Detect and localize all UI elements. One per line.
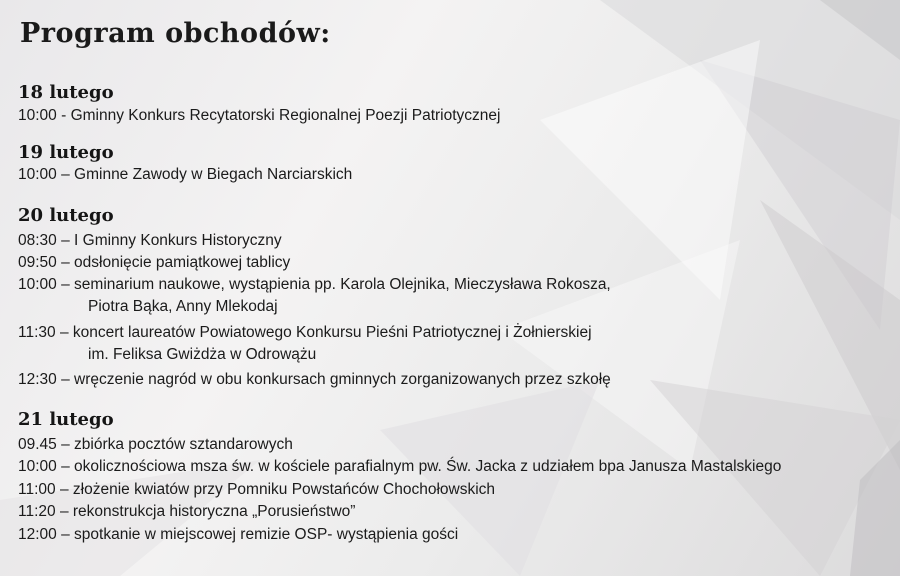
- schedule-item: [18, 252, 290, 274]
- schedule-item: [18, 524, 458, 546]
- item-text: I Gminny Konkurs Historyczny: [74, 232, 282, 249]
- schedule-item: [18, 369, 611, 391]
- page-title: Program obchodów:: [20, 18, 331, 49]
- day-heading: 21 lutego: [18, 409, 114, 430]
- day-heading: 20 lutego: [18, 205, 114, 226]
- schedule-item: [18, 322, 592, 344]
- item-time: 09.45 –: [18, 436, 70, 453]
- day-heading: 19 lutego: [18, 142, 114, 163]
- item-time: 11:00 –: [18, 481, 69, 498]
- schedule-item: [18, 274, 611, 296]
- schedule-item: [18, 105, 500, 127]
- item-text: rekonstrukcja historyczna „Porusieństwo”: [72, 503, 356, 520]
- schedule-item: [18, 230, 282, 252]
- item-time: 10:00 -: [18, 107, 67, 124]
- item-text: złożenie kwiatów przy Pomniku Powstańców Chochołowskich: [72, 481, 496, 498]
- item-continuation: im. Feliksa Gwiżdża w Odrowążu: [88, 346, 317, 363]
- schedule-item: [18, 164, 352, 186]
- item-time: 12:30 –: [18, 371, 70, 388]
- item-time: 10:00 –: [18, 276, 70, 293]
- item-time: 11:30 –: [18, 324, 69, 341]
- item-text: koncert laureatów Powiatowego Konkursu Pieśni Patriotycznej i Żołnierskiej: [72, 324, 592, 341]
- schedule-item: [18, 479, 495, 501]
- item-time: 11:20 –: [18, 503, 69, 520]
- item-text: spotkanie w miejscowej remizie OSP- wystąpienia gości: [74, 526, 459, 543]
- schedule-item: [18, 501, 355, 523]
- item-text: okolicznościowa msza św. w kościele parafialnym pw. Św. Jacka z udziałem bpa Janusza Mastalskiego: [74, 458, 782, 475]
- schedule-item: [18, 434, 293, 456]
- item-time: 08:30 –: [18, 232, 70, 249]
- item-text: wręczenie nagród w obu konkursach gminnych zorganizowanych przez szkołę: [74, 371, 611, 388]
- item-continuation: Piotra Bąka, Anny Mlekodaj: [88, 298, 278, 315]
- item-text: seminarium naukowe, wystąpienia pp. Karola Olejnika, Mieczysława Rokosza,: [74, 276, 611, 293]
- item-time: 10:00 –: [18, 458, 70, 475]
- item-time: 10:00 –: [18, 166, 70, 183]
- item-time: 12:00 –: [18, 526, 70, 543]
- day-heading: 18 lutego: [18, 82, 114, 103]
- item-text: zbiórka pocztów sztandarowych: [74, 436, 293, 453]
- item-text: Gminne Zawody w Biegach Narciarskich: [74, 166, 353, 183]
- item-text: odsłonięcie pamiątkowej tablicy: [74, 254, 291, 271]
- item-time: 09:50 –: [18, 254, 70, 271]
- item-text: Gminny Konkurs Recytatorski Regionalnej Poezji Patriotycznej: [70, 107, 501, 124]
- schedule-item: [18, 456, 781, 478]
